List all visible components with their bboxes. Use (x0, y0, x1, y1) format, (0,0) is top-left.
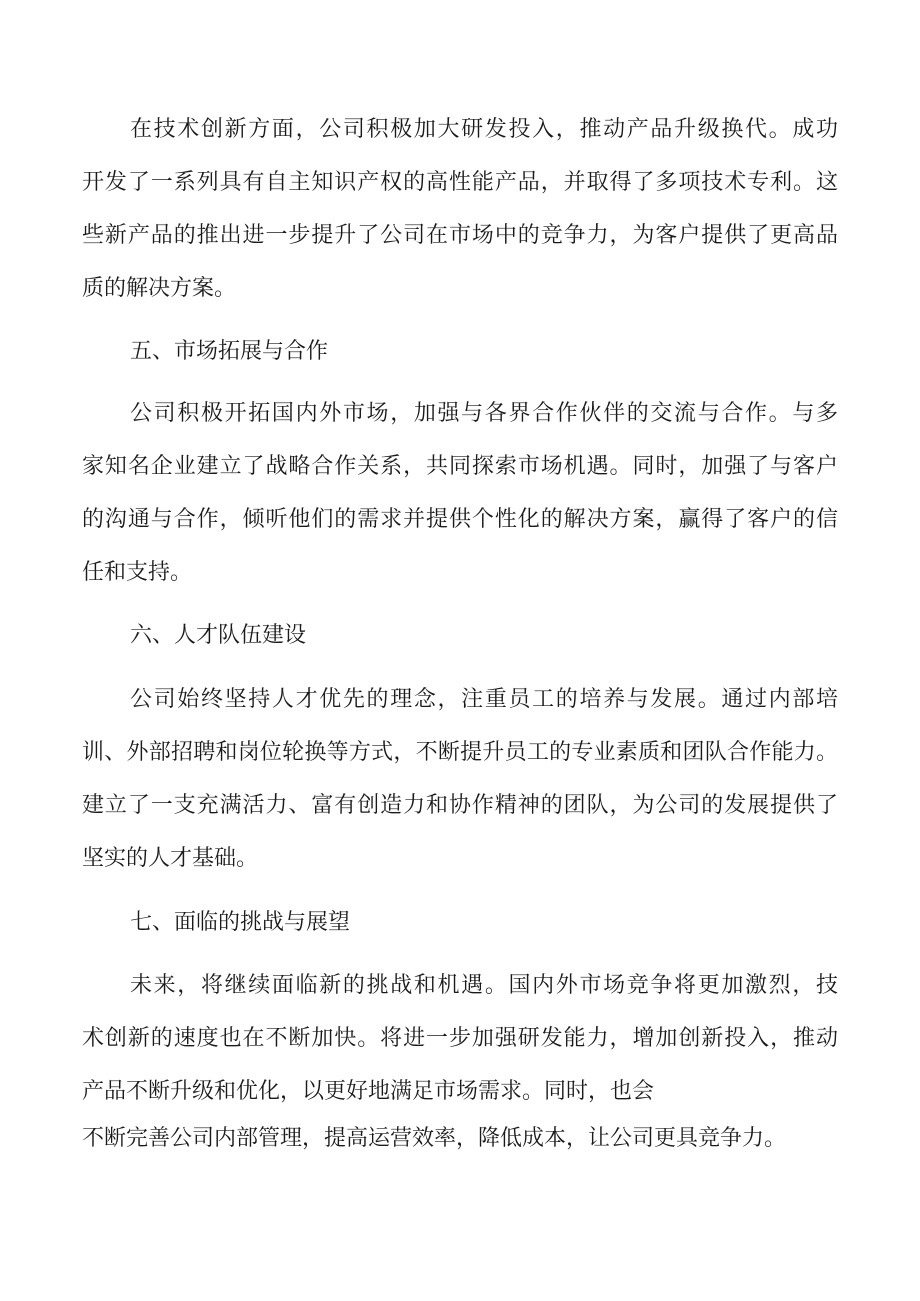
paragraph-3-line-3: 建立了一支充满活力、富有创造力和协作精神的团队，为公司的发展提供了 (82, 793, 838, 818)
section-heading-5: 五、市场拓展与合作 (130, 339, 329, 364)
paragraph-3-line-1: 公司始终坚持人才优先的理念，注重员工的培养与发展。通过内部培 (130, 687, 838, 712)
section-heading-7: 七、面临的挑战与展望 (130, 910, 351, 935)
paragraph-3-line-2: 训、外部招聘和岗位轮换等方式，不断提升员工的专业素质和团队合作能力。 (82, 740, 838, 765)
section-heading-6: 六、人才队伍建设 (130, 623, 307, 648)
paragraph-1-line-3: 些新产品的推出进一步提升了公司在市场中的竞争力，为客户提供了更高品 (82, 223, 838, 248)
paragraph-1-line-4: 质的解决方案。 (82, 276, 237, 301)
paragraph-2-line-4: 任和支持。 (82, 560, 193, 585)
paragraph-2-line-1: 公司积极开拓国内外市场，加强与各界合作伙伴的交流与合作。与多 (130, 401, 838, 426)
paragraph-1-line-2: 开发了一系列具有自主知识产权的高性能产品，并取得了多项技术专利。这 (82, 170, 838, 195)
paragraph-2-line-3: 的沟通与合作，倾听他们的需求并提供个性化的解决方案，赢得了客户的信 (82, 507, 838, 532)
paragraph-4-line-2: 术创新的速度也在不断加快。将进一步加强研发能力，增加创新投入，推动 (82, 1026, 838, 1051)
paragraph-3-line-4: 坚实的人才基础。 (82, 846, 259, 871)
paragraph-4-line-4: 不断完善公司内部管理，提高运营效率，降低成本，让公司更具竞争力。 (82, 1126, 787, 1151)
paragraph-2-line-2: 家知名企业建立了战略合作关系，共同探索市场机遇。同时，加强了与客户 (82, 454, 838, 479)
paragraph-4-line-3: 产品不断升级和优化，以更好地满足市场需求。同时，也会 (82, 1079, 655, 1104)
paragraph-4-line-1: 未来，将继续面临新的挑战和机遇。国内外市场竞争将更加激烈，技 (130, 973, 838, 998)
paragraph-1-line-1: 在技术创新方面，公司积极加大研发投入，推动产品升级换代。成功 (130, 117, 838, 142)
